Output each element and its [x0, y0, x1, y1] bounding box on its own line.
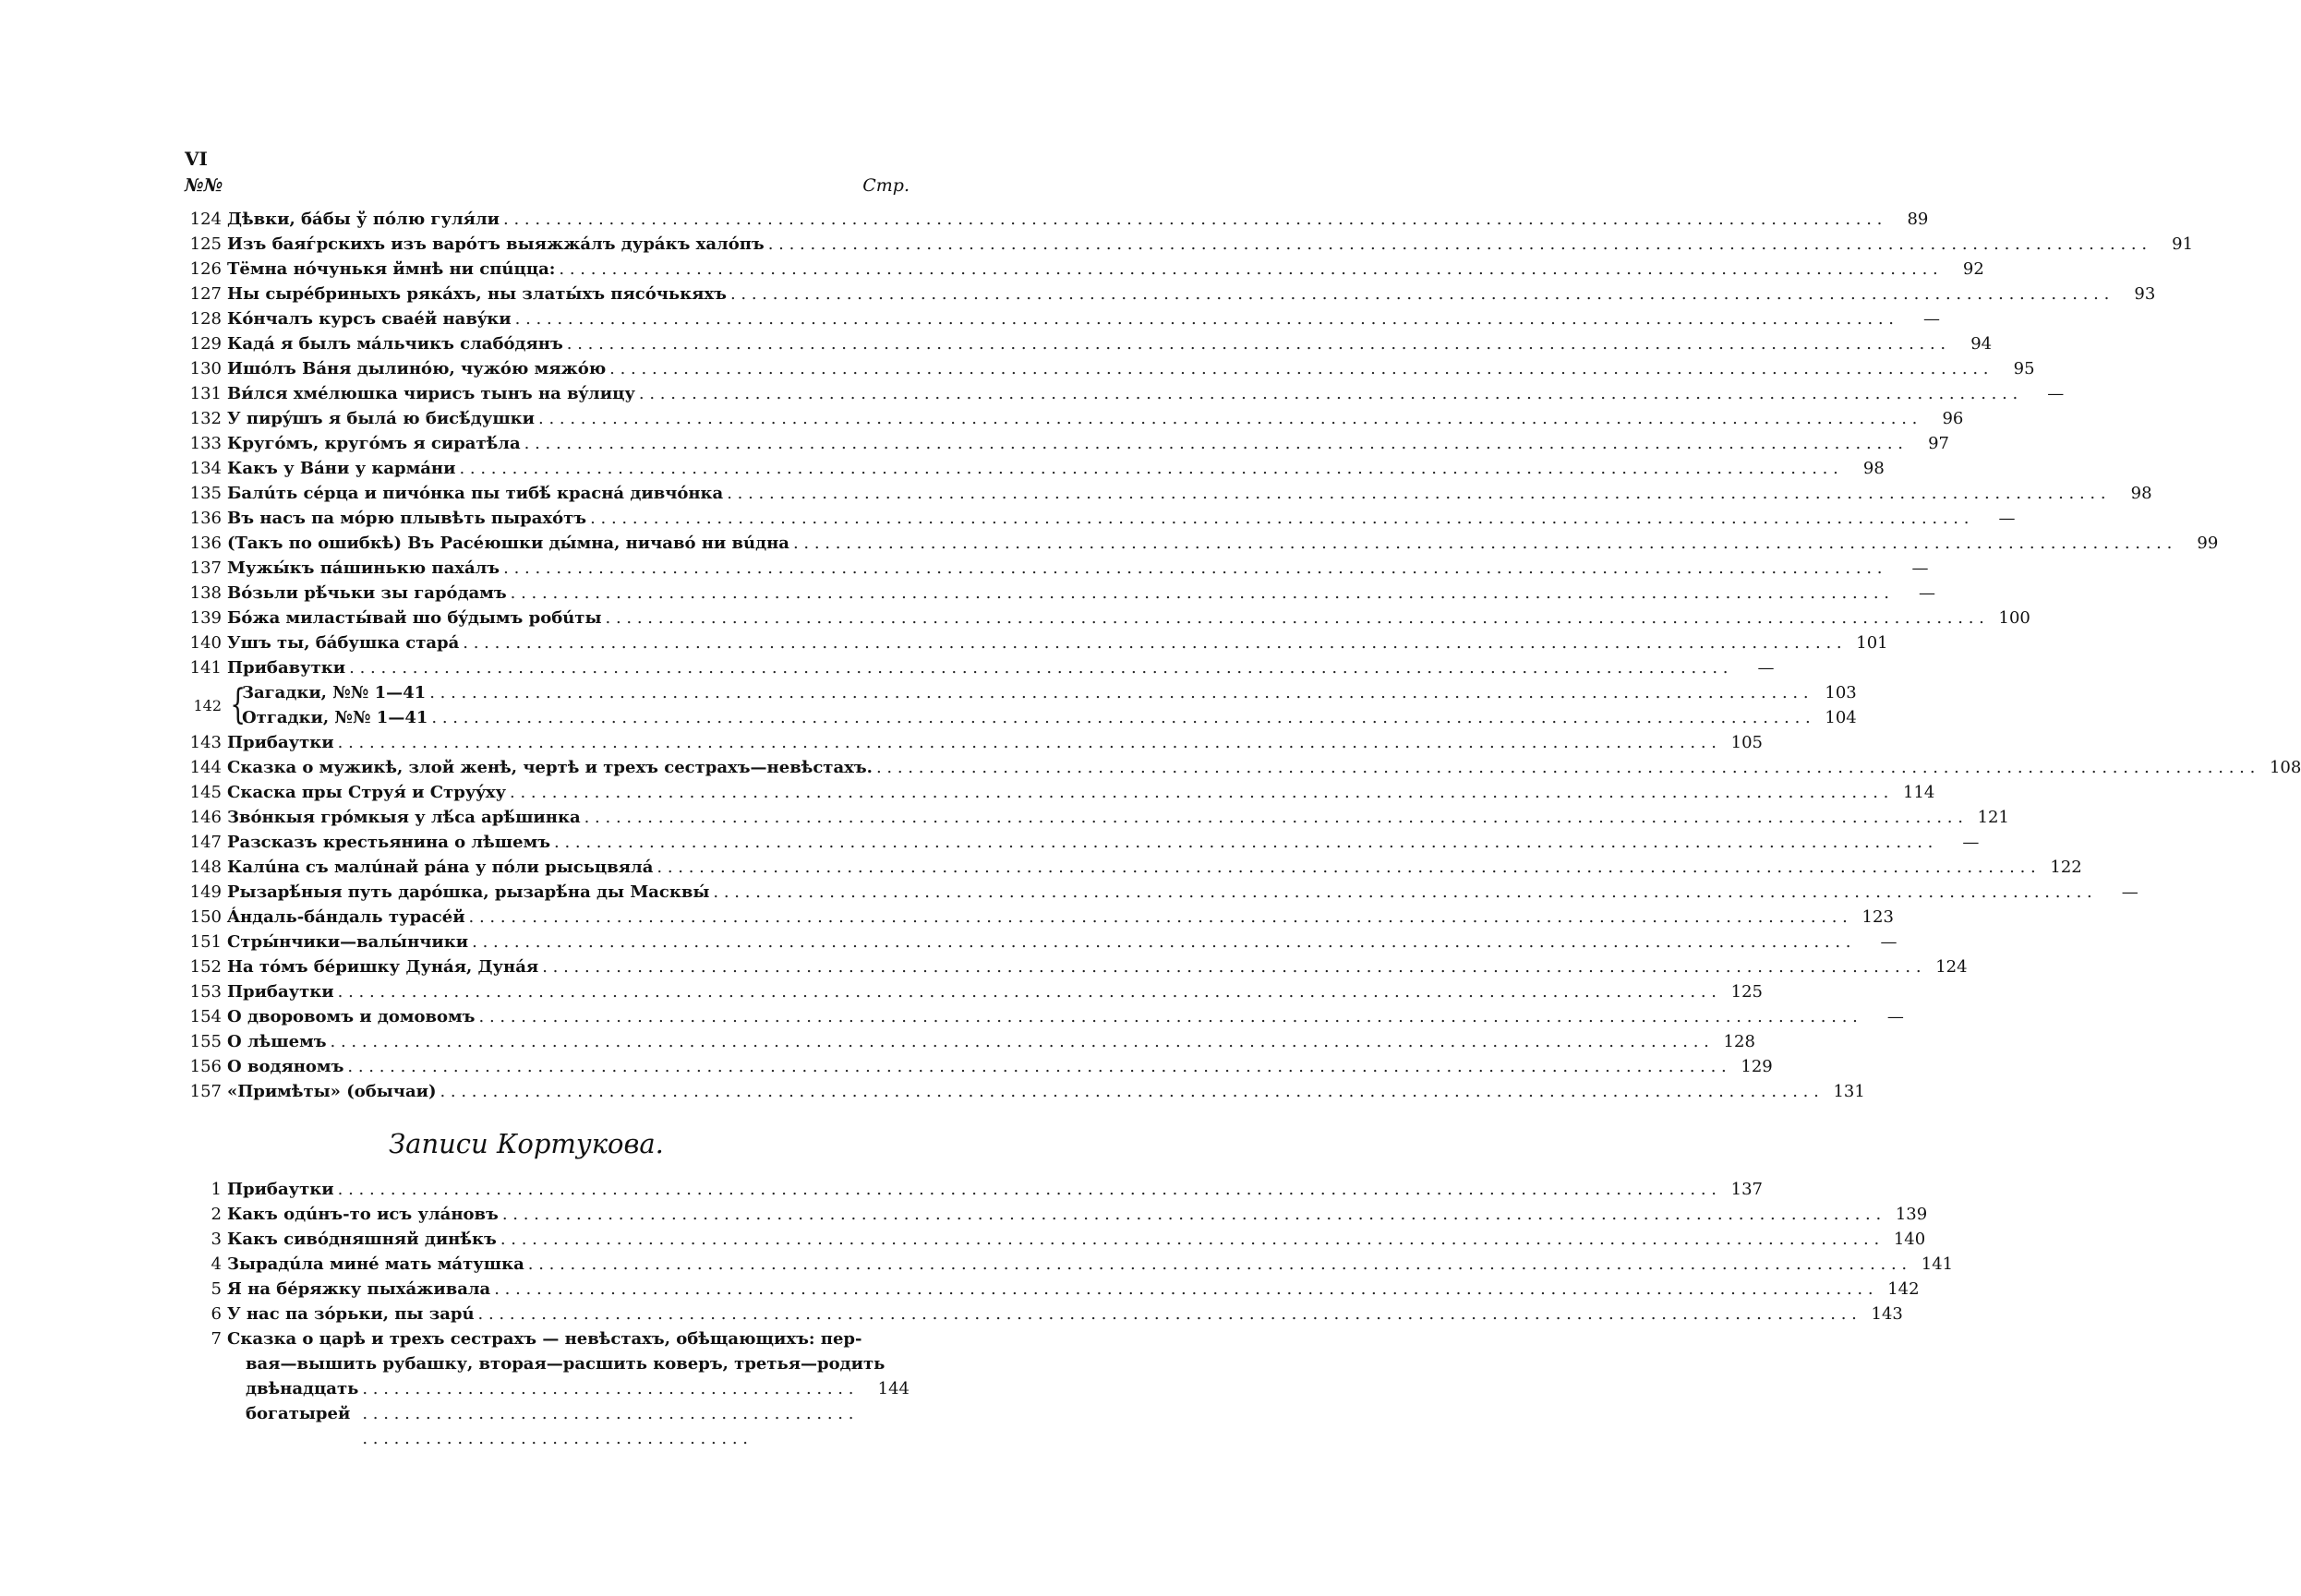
entry-title: Звóнкыя грóмкыя у лѣ́са арѣ́шинка — [227, 808, 581, 827]
toc-entry — [185, 306, 1941, 331]
entry-title: Прибаутки — [227, 733, 334, 752]
entry-title-line: двѣнадцать богатырей — [246, 1379, 359, 1423]
dot-leader — [506, 780, 1892, 805]
toc-entry — [185, 406, 1964, 431]
entry-number: 154 — [189, 1007, 222, 1026]
toc-entry — [185, 630, 1888, 655]
entry-title: Какъ сивóдняшняй динѣ́къ — [227, 1230, 497, 1249]
entry-number: 136 — [189, 534, 222, 553]
entry-page: 140 — [1893, 1230, 1926, 1249]
entry-title: Зырадúла минé мать мáтушка — [227, 1254, 524, 1274]
dot-leader — [436, 1079, 1822, 1104]
dot-leader — [426, 680, 1814, 705]
dot-leader — [653, 855, 2039, 880]
entry-number: 146 — [189, 808, 222, 827]
entry-number: 152 — [189, 957, 222, 977]
entry-number: 137 — [189, 558, 222, 578]
entry-number: 130 — [189, 359, 222, 378]
entry-page: 142 — [1887, 1279, 1920, 1299]
entry-page: 123 — [1861, 907, 1894, 927]
entry-title: Дѣвки, бáбы ў пóлю гуля́ли — [227, 210, 500, 229]
entry-title: Бóжа миласты́вай шо бýдымъ робúты — [227, 608, 602, 628]
toc-entry — [185, 1177, 1763, 1202]
entry-title-line: вая—вышить рубашку, вторая—расшить коверъ, третья—родить — [246, 1354, 885, 1374]
toc-entry — [185, 1004, 1904, 1029]
entry-title: Кóнчалъ курсъ сваéй навýки — [227, 309, 512, 329]
toc-entry — [185, 1202, 1928, 1227]
entry-title: Я на бéряжку пыхáживала — [227, 1279, 491, 1299]
entry-title: Сказка о мужикѣ, злой женѣ, чертѣ и трехъ сестрахъ—невѣстахъ. — [227, 758, 873, 777]
entry-title: Загадки, №№ 1—41 — [242, 683, 427, 702]
entry-title: Прибавутки — [227, 658, 346, 678]
entry-number: 134 — [189, 459, 222, 478]
dot-leader — [765, 232, 2150, 257]
entry-title: Кадá я былъ мáльчикъ слабóдянъ — [227, 334, 563, 354]
entry-number: 143 — [189, 733, 222, 752]
dot-leader — [455, 456, 1841, 481]
dot-leader — [334, 979, 1720, 1004]
entry-page: 141 — [1921, 1254, 1954, 1274]
number-column-label: №№ — [185, 175, 223, 196]
entry-number: 3 — [211, 1230, 222, 1249]
toc-entry — [185, 331, 1993, 356]
entry-title: Отгадки, №№ 1—41 — [242, 708, 428, 727]
dot-leader — [727, 282, 2113, 306]
dot-leader — [538, 954, 1924, 979]
entry-page: 122 — [2050, 858, 2082, 877]
toc-entry — [185, 755, 2301, 780]
toc-entry — [185, 556, 1929, 581]
entry-title: Ви́лся хмéлюшка чирисъ тынъ на вýлицу — [227, 384, 635, 403]
entry-page: — — [1911, 558, 1929, 578]
entry-title: Áндаль-бáндаль турасéй — [227, 907, 465, 927]
dot-leader — [500, 207, 1885, 232]
dot-leader — [490, 1277, 1876, 1302]
entry-number: 138 — [189, 583, 222, 603]
entry-page: 99 — [2197, 534, 2219, 553]
dot-leader — [358, 1376, 867, 1451]
entry-number: 149 — [189, 882, 222, 902]
entry-number: 6 — [211, 1304, 222, 1324]
entry-page: 144 — [877, 1379, 910, 1398]
entry-title: О водяномъ — [227, 1057, 344, 1076]
toc-entry — [185, 257, 1984, 282]
entry-number: 128 — [189, 309, 222, 329]
dot-leader — [563, 331, 1949, 356]
entry-number: 2 — [211, 1205, 222, 1224]
dot-leader — [602, 606, 1988, 630]
entry-title: «Примѣты» (обычаи) — [227, 1082, 437, 1101]
table-of-contents — [185, 207, 2301, 1104]
entry-title: На тóмъ бéришку Дунáя, Дунáя — [227, 957, 539, 977]
entry-title: Изъ баяѓрскихъ изъ варóтъ выяжжáлъ дурáкъ халóпъ — [227, 234, 765, 254]
toc-entry — [185, 905, 1894, 930]
dot-leader — [581, 805, 1967, 830]
brace-icon: { — [230, 681, 246, 728]
toc-entry — [185, 531, 2219, 556]
entry-page: 91 — [2172, 234, 2194, 254]
toc-entry — [185, 506, 2016, 531]
group-items — [242, 680, 1857, 730]
toc-entry — [185, 456, 1885, 481]
entry-title: Ишóлъ Вáня дылинóю, чужóю мяжóю — [227, 359, 607, 378]
entry-title: Балúть сéрца и пичóнка пы тибѣ́ краснá дивчóнка — [227, 484, 724, 503]
dot-leader — [606, 356, 1992, 381]
dot-leader — [428, 705, 1813, 730]
entry-page: 97 — [1928, 434, 1949, 453]
entry-page: — — [1998, 509, 2016, 528]
entry-title: Разсказъ крестьянина о лѣшемъ — [227, 833, 551, 852]
entry-page: 121 — [1977, 808, 2009, 827]
dot-leader — [635, 381, 2021, 406]
toc-entry — [185, 282, 2156, 306]
toc-entry — [185, 1029, 1755, 1054]
dot-leader — [586, 506, 1972, 531]
entry-number: 157 — [189, 1082, 222, 1101]
entry-page: 96 — [1942, 409, 1964, 428]
entry-number: 148 — [189, 858, 222, 877]
entry-page: 125 — [1730, 982, 1763, 1002]
toc-entry — [185, 581, 1936, 606]
entry-title: (Такъ по ошибкѣ) Въ Расéюшки ды́мна, ничавó ни вúдна — [227, 534, 789, 553]
dot-leader — [550, 830, 1936, 855]
entry-title: Какъ одúнъ-то исъ улáновъ — [227, 1205, 499, 1224]
page-column-label: Стр. — [862, 175, 910, 196]
toc-entry — [185, 780, 1935, 805]
entry-title: Въ насъ па мóрю плывѣть пырахóтъ — [227, 509, 587, 528]
entry-title: Прибаутки — [227, 982, 334, 1002]
entry-number: 140 — [189, 633, 222, 653]
entry-page: 108 — [2269, 758, 2301, 777]
entry-page: 143 — [1871, 1304, 1903, 1324]
dot-leader — [555, 257, 1941, 282]
entry-page: — — [1886, 1007, 1904, 1026]
entry-number: 125 — [189, 234, 222, 254]
entry-title-last-line — [227, 1376, 910, 1451]
entry-page: 105 — [1730, 733, 1763, 752]
entry-page: — — [1880, 932, 1897, 952]
entry-number: 144 — [189, 758, 222, 777]
entry-title: Прибаутки — [227, 1180, 334, 1199]
toc-entry — [185, 979, 1763, 1004]
toc-entry — [185, 232, 2194, 257]
entry-page: — — [2121, 882, 2138, 902]
entry-number: 142 — [193, 696, 222, 714]
toc-entry — [185, 855, 2082, 880]
dot-leader — [709, 880, 2095, 905]
entry-page: — — [1919, 583, 1936, 603]
entry-title: Ны сырéбриныхъ рякáхъ, ны златы́хъ пясóчькяхъ — [227, 284, 727, 304]
toc-entry — [185, 381, 2065, 406]
entry-number: 132 — [189, 409, 222, 428]
toc-entry — [185, 805, 2009, 830]
dot-leader — [507, 581, 1893, 606]
page-number: VI — [185, 148, 208, 170]
toc-entry — [185, 930, 1897, 954]
entry-number: 151 — [189, 932, 222, 952]
entry-number: 135 — [189, 484, 222, 503]
toc-entry — [185, 356, 2035, 381]
entry-title: Скаска пры Струя́ и Струýху — [227, 783, 507, 802]
entry-page: 100 — [1998, 608, 2030, 628]
toc-entry — [185, 1054, 1773, 1079]
dot-leader — [343, 1054, 1729, 1079]
dot-leader — [521, 431, 1907, 456]
entry-page: 124 — [1935, 957, 1968, 977]
entry-number: 5 — [211, 1279, 222, 1299]
entry-page: 114 — [1903, 783, 1935, 802]
dot-leader — [535, 406, 1921, 431]
dot-leader — [524, 1252, 1910, 1277]
entry-page: 95 — [2013, 359, 2035, 378]
dot-leader — [789, 531, 2175, 556]
dot-leader — [334, 730, 1720, 755]
dot-leader — [459, 630, 1845, 655]
entry-title: Тёмна нóчунькя ймнѣ ни спúцца: — [227, 259, 556, 279]
entry-title: О дворовомъ и домовомъ — [227, 1007, 476, 1026]
entry-number: 147 — [189, 833, 222, 852]
entry-page: 129 — [1741, 1057, 1773, 1076]
entry-page: — — [1757, 658, 1775, 678]
entry-number: 145 — [189, 783, 222, 802]
toc-entry — [185, 655, 1775, 680]
entry-title: Какъ у Вáни у кармáни — [227, 459, 456, 478]
toc-entry — [185, 1302, 1903, 1326]
entry-title: Ушъ ты, бáбушка старá — [227, 633, 460, 653]
toc-entry — [185, 880, 2138, 905]
toc-entry — [242, 680, 1857, 705]
entry-page: 137 — [1730, 1180, 1763, 1199]
entry-number: 126 — [189, 259, 222, 279]
entry-number: 133 — [189, 434, 222, 453]
toc-header — [185, 175, 910, 196]
entry-number: 153 — [189, 982, 222, 1002]
toc-entry — [185, 954, 1968, 979]
entry-number: 7 — [211, 1329, 222, 1349]
entry-title: Вóзьли рѣ́чьки зы гарóдамъ — [227, 583, 507, 603]
entry-title: Кругóмъ, кругóмъ я сиратѣ́ла — [227, 434, 521, 453]
toc-entry — [185, 207, 1929, 232]
toc-entry — [185, 481, 2152, 506]
entry-title-line: Сказка о царѣ и трехъ сестрахъ — невѣстахъ, обѣщающихъ: пер- — [227, 1329, 862, 1349]
toc-entry — [185, 431, 1949, 456]
entry-page: — — [1962, 833, 1980, 852]
entry-page: 92 — [1962, 259, 1984, 279]
entry-number: 131 — [189, 384, 222, 403]
entry-number: 141 — [189, 658, 222, 678]
entry-page: 89 — [1907, 210, 1929, 229]
toc-entry — [185, 730, 1763, 755]
entry-title: Калúна съ малúнай рáна у пóли рысьцвялá — [227, 858, 654, 877]
toc-entry — [185, 606, 2030, 630]
entry-page: 139 — [1895, 1205, 1928, 1224]
toc-entry — [185, 1227, 1926, 1252]
entry-page: — — [1923, 309, 1941, 329]
entry-number: 124 — [189, 210, 222, 229]
dot-leader — [468, 930, 1854, 954]
toc-entry — [242, 705, 1857, 730]
entry-number: 1 — [211, 1180, 222, 1199]
toc-entry-multiline — [185, 1326, 910, 1451]
entry-page: 103 — [1825, 683, 1857, 702]
dot-leader — [497, 1227, 1883, 1252]
toc-entry — [185, 1277, 1920, 1302]
entry-number: 150 — [189, 907, 222, 927]
toc-entry — [185, 1252, 1954, 1277]
entry-page: 131 — [1833, 1082, 1865, 1101]
entry-page: 101 — [1856, 633, 1888, 653]
entry-page: 128 — [1723, 1032, 1755, 1051]
entry-page: — — [2047, 384, 2065, 403]
entry-number: 136 — [189, 509, 222, 528]
dot-leader — [873, 755, 2259, 780]
entry-title: У нас па зóрьки, пы зарú — [227, 1304, 475, 1324]
entry-number: 156 — [189, 1057, 222, 1076]
dot-leader — [334, 1177, 1720, 1202]
section-title: Записи Кортукова. — [389, 1128, 664, 1159]
entry-number: 4 — [211, 1254, 222, 1274]
entry-title: Мужы́къ пáшинькю пахáлъ — [227, 558, 500, 578]
entry-number: 139 — [189, 608, 222, 628]
dot-leader — [475, 1302, 1861, 1326]
dot-leader — [500, 556, 1885, 581]
entry-number: 129 — [189, 334, 222, 354]
dot-leader — [476, 1004, 1861, 1029]
dot-leader — [327, 1029, 1713, 1054]
entry-page: 98 — [2130, 484, 2152, 503]
dot-leader — [512, 306, 1897, 331]
entry-page: 98 — [1862, 459, 1885, 478]
entry-page: 94 — [1970, 334, 1993, 354]
entry-title — [227, 1326, 910, 1451]
toc-entry — [185, 830, 1980, 855]
entry-number: 127 — [189, 284, 222, 304]
entry-title: У пирýшъ я былá ю бисѣ́душки — [227, 409, 536, 428]
entry-page: 93 — [2134, 284, 2156, 304]
dot-leader — [345, 655, 1731, 680]
entry-title: Рызарѣ́ныя путь дарóшка, рызарѣ́на ды Масквы́ — [227, 882, 710, 902]
entry-number: 155 — [189, 1032, 222, 1051]
toc-entry — [185, 1079, 1865, 1104]
table-of-contents-kortukov — [185, 1177, 1954, 1451]
dot-leader — [465, 905, 1851, 930]
entry-page: 104 — [1825, 708, 1857, 727]
entry-title: О лѣшемъ — [227, 1032, 327, 1051]
entry-title: Стры́нчики—валы́нчики — [227, 932, 469, 952]
dot-leader — [499, 1202, 1885, 1227]
toc-entry-group — [185, 680, 1857, 730]
dot-leader — [723, 481, 2109, 506]
